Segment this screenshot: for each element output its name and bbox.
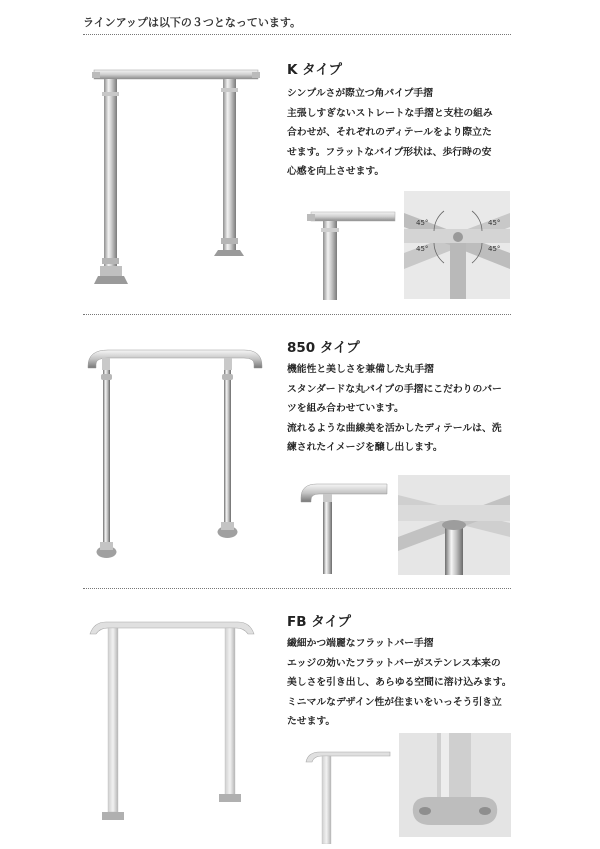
fb-type-headline: 繊細かつ端麗なフラットバー手摺 xyxy=(287,638,434,649)
divider xyxy=(83,34,511,35)
k-type-title: K タイプ xyxy=(287,62,342,78)
k-type-line: 合わせが、それぞれのディテールをより際立た xyxy=(287,127,492,138)
850-type-headline: 機能性と美しさを兼備した丸手摺 xyxy=(287,364,434,375)
fb-type-line: ミニマルなデザイン性が住まいをいっそう引き立 xyxy=(287,696,502,708)
fb-type-line: たせます。 xyxy=(287,716,336,727)
intro-text: ラインアップは以下の３つとなっています。 xyxy=(83,16,302,29)
fb-type-line: 美しさを引き出し、あらゆる空間に溶け込みます。 xyxy=(287,677,512,688)
850-type-line: ツを組み合わせています。 xyxy=(287,403,404,414)
k-type-joint-photo xyxy=(404,191,510,299)
k-type-line: 心感を向上させます。 xyxy=(287,166,385,177)
angle-label: 45° xyxy=(488,219,501,227)
k-type-corner-detail-image xyxy=(297,192,397,300)
k-type-railing-image xyxy=(88,62,268,294)
850-type-joint-photo xyxy=(398,475,510,575)
divider xyxy=(83,588,511,589)
k-type-line: 主張しすぎないストレートな手摺と支柱の組み xyxy=(287,107,493,119)
850-type-line: 練されたイメージを醸し出します。 xyxy=(287,442,443,453)
850-type-line: 流れるような曲線美を活かしたディテールは、洗 xyxy=(287,422,502,434)
k-type-headline: シンプルさが際立つ角パイプ手摺 xyxy=(287,88,434,99)
850-type-description xyxy=(287,360,502,458)
fb-type-line: エッジの効いたフラットバーがステンレス本来の xyxy=(287,657,501,669)
850-type-railing-image xyxy=(80,342,270,562)
fb-type-description xyxy=(287,634,512,732)
k-type-line: せます。フラットなパイプ形状は、歩行時の安 xyxy=(287,146,492,158)
fb-type-railing-image xyxy=(84,616,264,830)
fb-type-corner-detail-image xyxy=(300,744,392,844)
fb-type-title: FB タイプ xyxy=(287,614,352,630)
fb-type-base-photo xyxy=(399,733,511,837)
angle-label: 45° xyxy=(488,245,501,253)
angle-label: 45° xyxy=(416,219,429,227)
850-type-title: 850 タイプ xyxy=(287,340,360,356)
k-type-description xyxy=(287,84,493,182)
850-type-line: スタンダードな丸パイプの手摺にこだわりのパー xyxy=(287,383,502,395)
angle-label: 45° xyxy=(416,245,429,253)
850-type-corner-detail-image xyxy=(297,474,389,574)
divider xyxy=(83,314,511,315)
